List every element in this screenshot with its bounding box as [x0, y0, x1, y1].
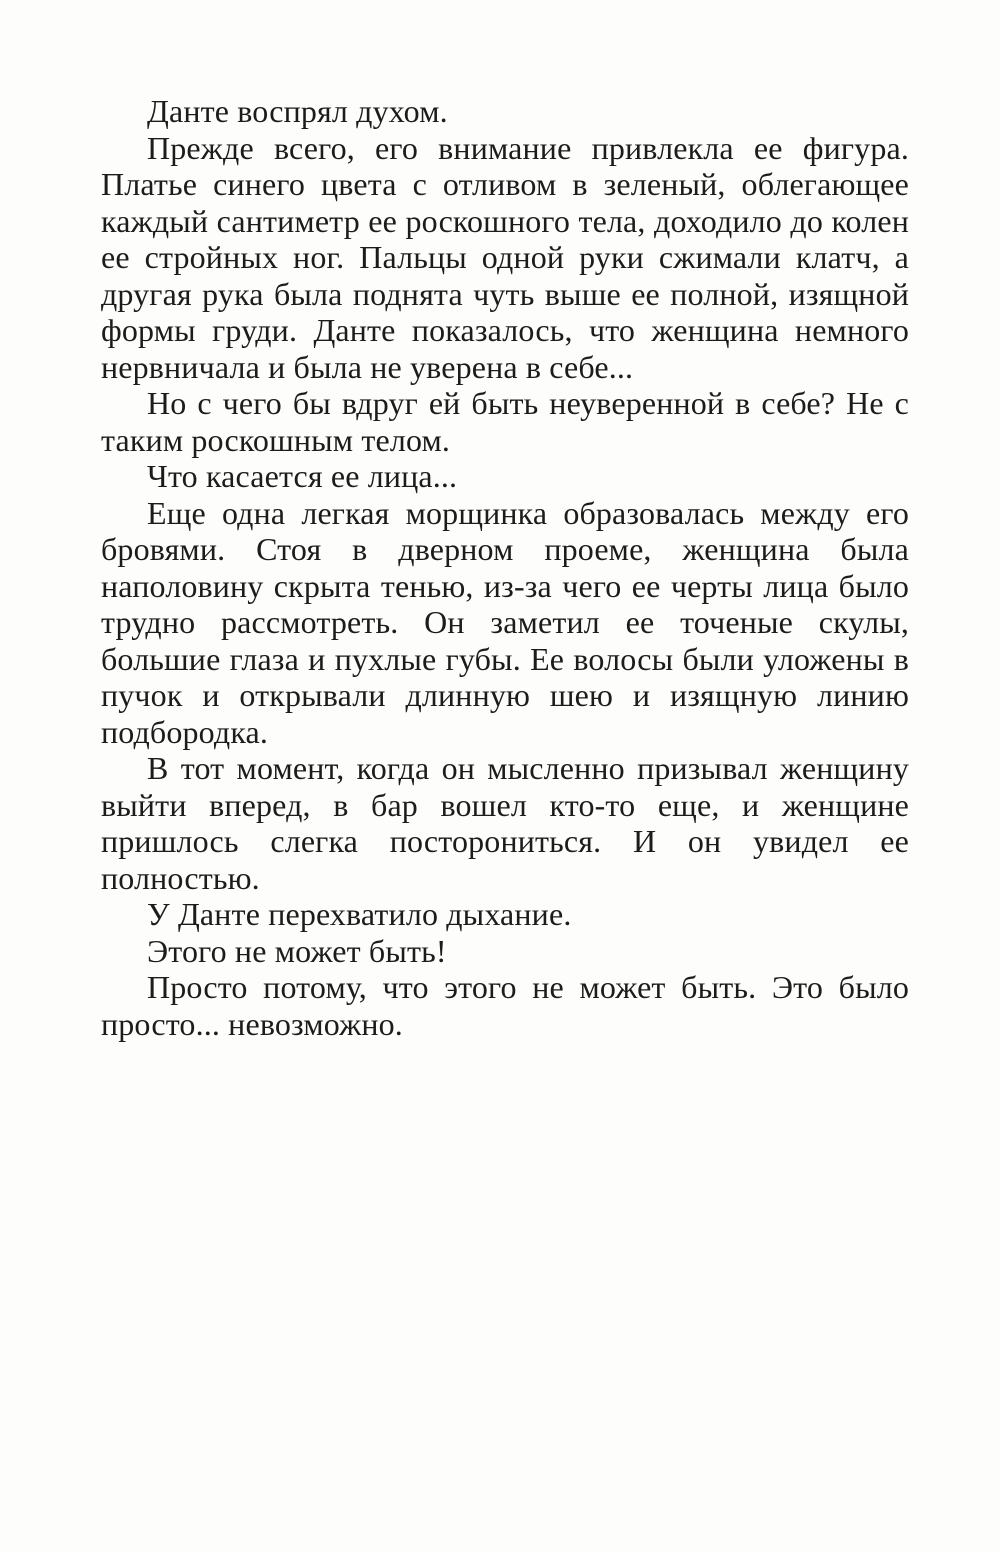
- page-body-text: [101, 93, 909, 1042]
- paragraph-2: Прежде всего, его внимание привлекла ее фигура. Платье синего цвета с отливом в зеленый, облегающее каждый сантиметр ее роскошного тела, доходило до колен ее стройных ног. Пальцы одной руки сжимали клатч, а другая рука была поднята чуть выше ее полной, изящной формы груди. Данте показалось, что женщина немного нервничала и была не уверена в себе...: [101, 129, 909, 385]
- paragraph-9: Просто потому, что этого не может быть. Это было просто... невозможно.: [101, 969, 909, 1042]
- paragraph-3: Но с чего бы вдруг ей быть неуверенной в себе? Не с таким роскошным телом.: [101, 385, 909, 458]
- paragraph-8: Этого не может быть!: [147, 932, 447, 969]
- paragraph-1: Данте воспрял духом.: [147, 93, 448, 129]
- paragraph-4: Что касается ее лица...: [147, 458, 458, 494]
- paragraph-5: Еще одна легкая морщинка образовалась между его бровями. Стоя в дверном проеме, женщина была наполовину скрыта тенью, из-за чего ее черты лица было трудно рассмотреть. Он заметил ее точеные скулы, большие глаза и пухлые губы. Ее волосы были уложены в пучок и открывали длинную шею и изящную линию подбородка.: [101, 494, 909, 750]
- paragraph-7: У Данте перехватило дыхание.: [147, 896, 572, 932]
- paragraph-6: В тот момент, когда он мысленно призывал женщину выйти вперед, в бар вошел кто-то еще, и женщине пришлось слегка посторониться. И он увидел ее полностью.: [101, 750, 909, 896]
